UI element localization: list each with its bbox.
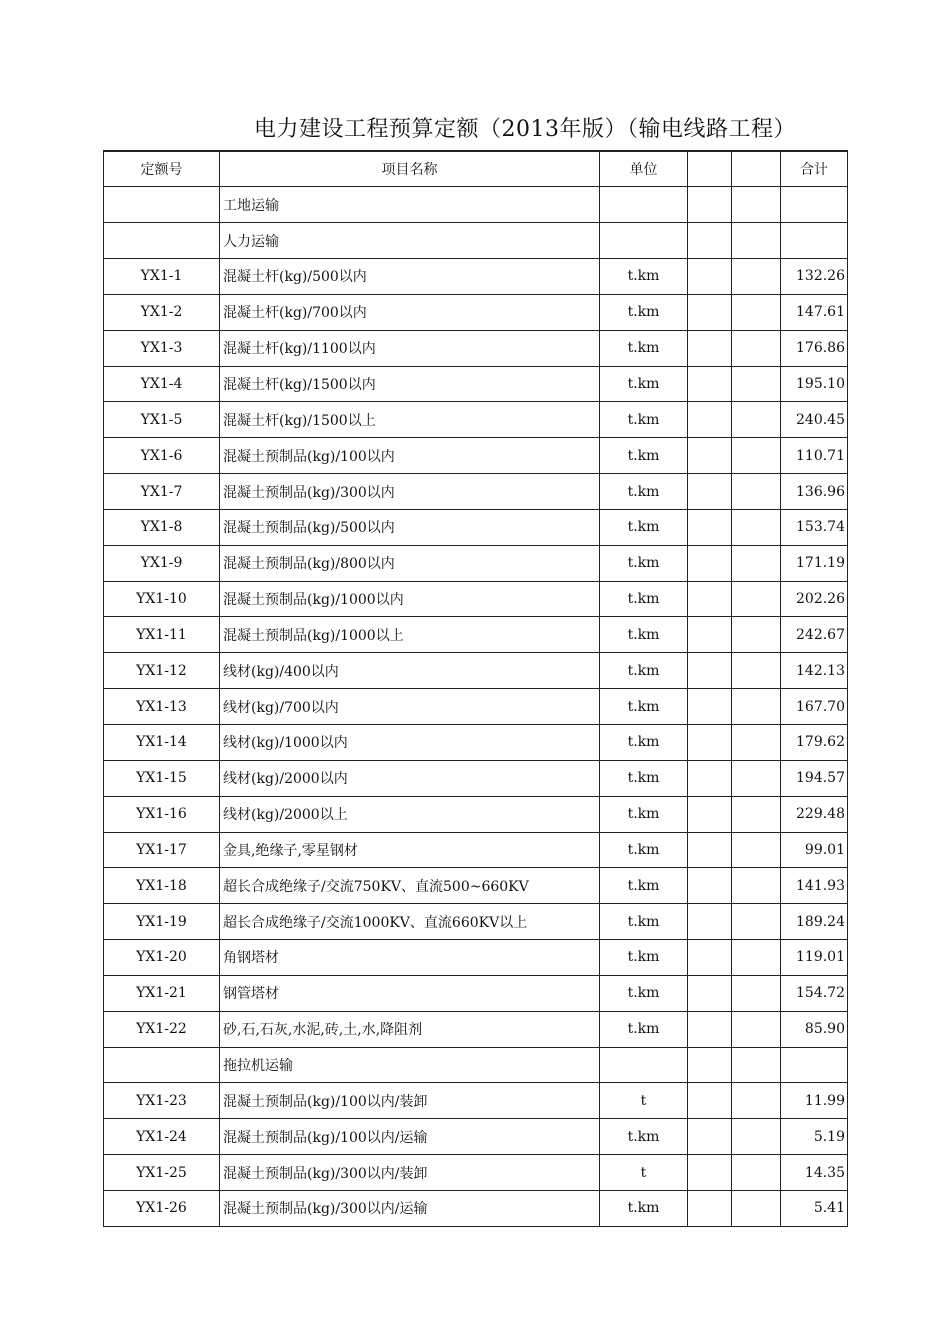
unit-cell: t.km <box>600 581 688 617</box>
table-row <box>104 1047 848 1083</box>
total-cell: 99.01 <box>781 832 848 868</box>
blank-cell <box>732 832 781 868</box>
unit-cell: t.km <box>600 617 688 653</box>
table-row <box>104 1155 848 1191</box>
blank-cell <box>688 474 732 510</box>
name-cell: 线材(kg)/700以内 <box>220 689 600 725</box>
name-cell: 线材(kg)/1000以内 <box>220 725 600 761</box>
code-cell: YX1-8 <box>104 509 220 545</box>
code-cell: YX1-24 <box>104 1119 220 1155</box>
table-row <box>104 689 848 725</box>
code-cell: YX1-17 <box>104 832 220 868</box>
blank-cell <box>688 832 732 868</box>
code-cell: YX1-19 <box>104 904 220 940</box>
table-row <box>104 366 848 402</box>
blank-cell <box>688 1083 732 1119</box>
quota-table <box>103 150 848 1227</box>
name-cell: 混凝土预制品(kg)/300以内/装卸 <box>220 1155 600 1191</box>
blank-cell <box>688 366 732 402</box>
name-cell: 混凝土杆(kg)/1500以内 <box>220 366 600 402</box>
unit-cell: t.km <box>600 832 688 868</box>
unit-cell: t.km <box>600 940 688 976</box>
total-cell: 202.26 <box>781 581 848 617</box>
blank-cell <box>688 402 732 438</box>
total-cell: 167.70 <box>781 689 848 725</box>
unit-cell: t.km <box>600 438 688 474</box>
document-title: 电力建设工程预算定额（2013年版）（输电线路工程） <box>254 117 796 142</box>
blank-cell <box>732 1119 781 1155</box>
total-cell: 5.19 <box>781 1119 848 1155</box>
name-cell: 混凝土杆(kg)/1100以内 <box>220 330 600 366</box>
blank-cell <box>732 1083 781 1119</box>
blank-cell <box>732 617 781 653</box>
blank-cell <box>732 975 781 1011</box>
unit-cell <box>600 223 688 259</box>
blank-cell <box>732 187 781 223</box>
unit-cell <box>600 1047 688 1083</box>
unit-cell: t.km <box>600 760 688 796</box>
name-cell: 超长合成绝缘子/交流750KV、直流500~660KV <box>220 868 600 904</box>
blank-cell <box>688 725 732 761</box>
unit-cell: t.km <box>600 725 688 761</box>
total-cell: 136.96 <box>781 474 848 510</box>
total-cell: 141.93 <box>781 868 848 904</box>
code-cell: YX1-14 <box>104 725 220 761</box>
blank-cell <box>732 366 781 402</box>
unit-cell: t.km <box>600 689 688 725</box>
code-cell <box>104 1047 220 1083</box>
code-cell: YX1-25 <box>104 1155 220 1191</box>
blank-cell <box>732 438 781 474</box>
blank-cell <box>732 294 781 330</box>
blank-cell <box>688 545 732 581</box>
blank-cell <box>688 760 732 796</box>
unit-cell: t <box>600 1083 688 1119</box>
table-row <box>104 975 848 1011</box>
table-row <box>104 581 848 617</box>
code-cell: YX1-10 <box>104 581 220 617</box>
unit-cell: t.km <box>600 1119 688 1155</box>
table-row <box>104 259 848 295</box>
total-cell: 240.45 <box>781 402 848 438</box>
unit-cell: t.km <box>600 509 688 545</box>
name-cell: 钢管塔材 <box>220 975 600 1011</box>
table-row <box>104 940 848 976</box>
name-cell: 线材(kg)/2000以上 <box>220 796 600 832</box>
table-row <box>104 187 848 223</box>
blank-cell <box>732 940 781 976</box>
code-cell: YX1-1 <box>104 259 220 295</box>
blank-cell <box>732 653 781 689</box>
total-cell: 242.67 <box>781 617 848 653</box>
blank-cell <box>688 438 732 474</box>
code-cell <box>104 187 220 223</box>
table-row <box>104 725 848 761</box>
table-row <box>104 832 848 868</box>
table-row <box>104 402 848 438</box>
table-row <box>104 330 848 366</box>
total-cell: 194.57 <box>781 760 848 796</box>
table-row <box>104 868 848 904</box>
table-row <box>104 223 848 259</box>
unit-cell: t.km <box>600 796 688 832</box>
blank-cell <box>688 259 732 295</box>
code-cell: YX1-20 <box>104 940 220 976</box>
name-cell: 混凝土预制品(kg)/500以内 <box>220 509 600 545</box>
code-cell: YX1-22 <box>104 1011 220 1047</box>
total-cell: 176.86 <box>781 330 848 366</box>
header-name: 项目名称 <box>220 151 600 187</box>
blank-cell <box>688 581 732 617</box>
blank-cell <box>732 402 781 438</box>
code-cell: YX1-11 <box>104 617 220 653</box>
code-cell: YX1-23 <box>104 1083 220 1119</box>
blank-cell <box>688 617 732 653</box>
total-cell: 229.48 <box>781 796 848 832</box>
blank-cell <box>732 904 781 940</box>
blank-cell <box>732 474 781 510</box>
blank-cell <box>732 760 781 796</box>
blank-cell <box>688 187 732 223</box>
blank-cell <box>732 545 781 581</box>
code-cell <box>104 223 220 259</box>
blank-cell <box>688 1047 732 1083</box>
blank-cell <box>688 975 732 1011</box>
unit-cell: t.km <box>600 653 688 689</box>
code-cell: YX1-26 <box>104 1190 220 1226</box>
name-cell: 线材(kg)/2000以内 <box>220 760 600 796</box>
blank-cell <box>732 796 781 832</box>
blank-cell <box>732 581 781 617</box>
unit-cell: t.km <box>600 330 688 366</box>
unit-cell <box>600 187 688 223</box>
blank-cell <box>732 1047 781 1083</box>
name-cell: 混凝土预制品(kg)/100以内/装卸 <box>220 1083 600 1119</box>
name-cell: 混凝土预制品(kg)/100以内/运输 <box>220 1119 600 1155</box>
unit-cell: t.km <box>600 402 688 438</box>
total-cell: 153.74 <box>781 509 848 545</box>
name-cell: 超长合成绝缘子/交流1000KV、直流660KV以上 <box>220 904 600 940</box>
blank-cell <box>688 904 732 940</box>
name-cell: 拖拉机运输 <box>220 1047 600 1083</box>
header-col4 <box>688 151 732 187</box>
unit-cell: t.km <box>600 259 688 295</box>
name-cell: 混凝土预制品(kg)/1000以上 <box>220 617 600 653</box>
name-cell: 工地运输 <box>220 187 600 223</box>
blank-cell <box>688 1190 732 1226</box>
total-cell <box>781 223 848 259</box>
header-col5 <box>732 151 781 187</box>
name-cell: 混凝土杆(kg)/700以内 <box>220 294 600 330</box>
blank-cell <box>688 940 732 976</box>
name-cell: 混凝土预制品(kg)/300以内/运输 <box>220 1190 600 1226</box>
total-cell: 142.13 <box>781 653 848 689</box>
total-cell: 110.71 <box>781 438 848 474</box>
table-row <box>104 509 848 545</box>
code-cell: YX1-9 <box>104 545 220 581</box>
name-cell: 混凝土杆(kg)/1500以上 <box>220 402 600 438</box>
code-cell: YX1-21 <box>104 975 220 1011</box>
name-cell: 混凝土杆(kg)/500以内 <box>220 259 600 295</box>
total-cell: 189.24 <box>781 904 848 940</box>
blank-cell <box>732 725 781 761</box>
header-total: 合计 <box>781 151 848 187</box>
blank-cell <box>732 223 781 259</box>
total-cell: 195.10 <box>781 366 848 402</box>
unit-cell: t.km <box>600 975 688 1011</box>
code-cell: YX1-2 <box>104 294 220 330</box>
code-cell: YX1-16 <box>104 796 220 832</box>
unit-cell: t.km <box>600 1011 688 1047</box>
blank-cell <box>732 259 781 295</box>
blank-cell <box>732 1011 781 1047</box>
total-cell: 132.26 <box>781 259 848 295</box>
name-cell: 角钢塔材 <box>220 940 600 976</box>
table-row <box>104 545 848 581</box>
header-unit: 单位 <box>600 151 688 187</box>
name-cell: 混凝土预制品(kg)/300以内 <box>220 474 600 510</box>
code-cell: YX1-18 <box>104 868 220 904</box>
total-cell: 179.62 <box>781 725 848 761</box>
name-cell: 人力运输 <box>220 223 600 259</box>
total-cell <box>781 187 848 223</box>
code-cell: YX1-12 <box>104 653 220 689</box>
header-row <box>104 151 848 187</box>
table-row <box>104 294 848 330</box>
name-cell: 砂,石,石灰,水泥,砖,土,水,降阻剂 <box>220 1011 600 1047</box>
blank-cell <box>732 1190 781 1226</box>
blank-cell <box>688 796 732 832</box>
blank-cell <box>732 868 781 904</box>
blank-cell <box>688 1155 732 1191</box>
unit-cell: t <box>600 1155 688 1191</box>
table-row <box>104 1119 848 1155</box>
blank-cell <box>688 689 732 725</box>
table-header <box>104 151 848 187</box>
blank-cell <box>688 294 732 330</box>
table-row <box>104 474 848 510</box>
total-cell: 11.99 <box>781 1083 848 1119</box>
name-cell: 混凝土预制品(kg)/800以内 <box>220 545 600 581</box>
unit-cell: t.km <box>600 868 688 904</box>
unit-cell: t.km <box>600 904 688 940</box>
total-cell <box>781 1047 848 1083</box>
blank-cell <box>688 509 732 545</box>
code-cell: YX1-4 <box>104 366 220 402</box>
blank-cell <box>688 330 732 366</box>
table-row <box>104 760 848 796</box>
table-row <box>104 1190 848 1226</box>
blank-cell <box>688 1011 732 1047</box>
table-row <box>104 1011 848 1047</box>
name-cell: 混凝土预制品(kg)/1000以内 <box>220 581 600 617</box>
blank-cell <box>732 1155 781 1191</box>
blank-cell <box>688 868 732 904</box>
total-cell: 14.35 <box>781 1155 848 1191</box>
blank-cell <box>732 509 781 545</box>
table-row <box>104 796 848 832</box>
unit-cell: t.km <box>600 474 688 510</box>
total-cell: 154.72 <box>781 975 848 1011</box>
blank-cell <box>688 223 732 259</box>
total-cell: 171.19 <box>781 545 848 581</box>
unit-cell: t.km <box>600 366 688 402</box>
name-cell: 混凝土预制品(kg)/100以内 <box>220 438 600 474</box>
code-cell: YX1-15 <box>104 760 220 796</box>
total-cell: 147.61 <box>781 294 848 330</box>
table-row <box>104 438 848 474</box>
unit-cell: t.km <box>600 545 688 581</box>
table-row <box>104 617 848 653</box>
table-row <box>104 653 848 689</box>
code-cell: YX1-3 <box>104 330 220 366</box>
blank-cell <box>732 330 781 366</box>
blank-cell <box>732 689 781 725</box>
unit-cell: t.km <box>600 294 688 330</box>
table-row <box>104 1083 848 1119</box>
table-body <box>104 187 848 1226</box>
total-cell: 5.41 <box>781 1190 848 1226</box>
total-cell: 119.01 <box>781 940 848 976</box>
blank-cell <box>688 1119 732 1155</box>
header-code: 定额号 <box>104 151 220 187</box>
code-cell: YX1-6 <box>104 438 220 474</box>
unit-cell: t.km <box>600 1190 688 1226</box>
code-cell: YX1-13 <box>104 689 220 725</box>
code-cell: YX1-7 <box>104 474 220 510</box>
name-cell: 线材(kg)/400以内 <box>220 653 600 689</box>
code-cell: YX1-5 <box>104 402 220 438</box>
total-cell: 85.90 <box>781 1011 848 1047</box>
blank-cell <box>688 653 732 689</box>
table-row <box>104 904 848 940</box>
name-cell: 金具,绝缘子,零星钢材 <box>220 832 600 868</box>
